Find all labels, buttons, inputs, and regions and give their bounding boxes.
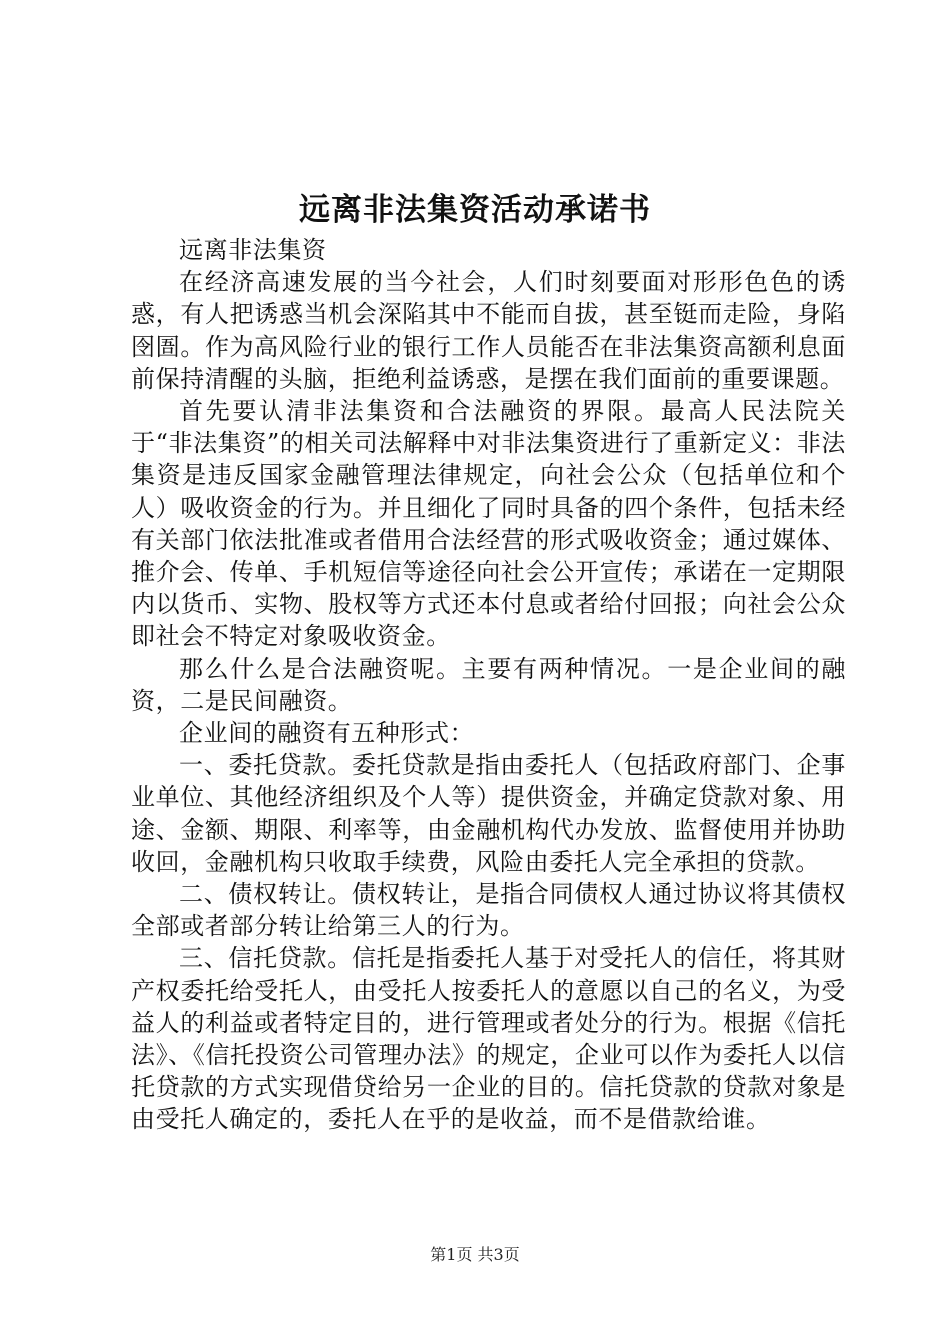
paragraph-legal-financing: 那么什么是合法融资呢。主要有两种情况。一是企业间的融资，二是民间融资。: [131, 654, 846, 715]
document-title: 远离非法集资活动承诺书: [299, 192, 651, 228]
page-number-footer: 第1页 共3页: [430, 1245, 520, 1264]
paragraph-trust-loan: 三、信托贷款。信托是指委托人基于对受托人的信任，将其财产权委托给受托人，由受托人按委托人的意愿以自己的名义，为受益人的利益或者特定目的，进行管理或者处分的行为。根据《信托法》、《信托投资公司管理办法》的规定，企业可以作为委托人以信托贷款的方式实现借贷给另一企业的目的。信托贷款的贷款对象是由受托人确定的，委托人在乎的是收益，而不是借款给谁。: [131, 944, 846, 1134]
paragraph-definition: 首先要认清非法集资和合法融资的界限。最高人民法院关于“非法集资”的相关司法解释中对非法集资进行了重新定义：非法集资是违反国家金融管理法律规定，向社会公众（包括单位和个人）吸收资金的行为。并且细化了同时具备的四个条件，包括未经有关部门依法批准或者借用合法经营的形式吸收资金；通过媒体、推介会、传单、手机短信等途径向社会公开宣传；承诺在一定期限内以货币、实物、股权等方式还本付息或者给付回报；向社会公众即社会不特定对象吸收资金。: [131, 397, 846, 651]
paragraph-subheading: 远离非法集资: [179, 236, 327, 264]
paragraph-five-forms: 企业间的融资有五种形式：: [179, 719, 475, 748]
paragraph-intro: 在经济高速发展的当今社会，人们时刻要面对形形色色的诱惑，有人把诱惑当机会深陷其中不能而自拔，甚至铤而走险，身陷囹圄。作为高风险行业的银行工作人员能否在非法集资高额利息面前保持清醒的头脑，拒绝利益诱惑，是摆在我们面前的重要课题。: [131, 268, 846, 393]
paragraph-entrusted-loan: 一、委托贷款。委托贷款是指由委托人（包括政府部门、企事业单位、其他经济组织及个人等）提供资金，并确定贷款对象、用途、金额、期限、利率等，由金融机构代办发放、监督使用并协助收回，金融机构只收取手续费，风险由委托人完全承担的贷款。: [131, 751, 846, 876]
paragraph-debt-transfer: 二、债权转让。债权转让，是指合同债权人通过协议将其债权全部或者部分转让给第三人的行为。: [131, 880, 846, 941]
document-body: [131, 234, 846, 1136]
